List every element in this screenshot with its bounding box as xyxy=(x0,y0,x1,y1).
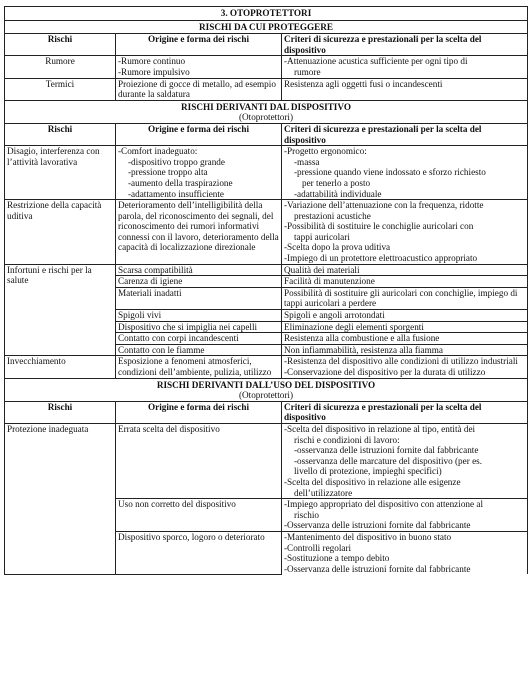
table-row xyxy=(5,423,528,498)
part2-subtitle: (Otoprotettori) xyxy=(238,112,294,123)
table-row xyxy=(5,146,528,200)
criteria-cell: Spigoli e angoli arrotondati xyxy=(282,310,528,322)
risk-cell: Disagio, interferenza con l’attività lavorativa xyxy=(5,146,116,200)
part3-title-cell xyxy=(5,378,528,401)
part2-title: RISCHI DERIVANTI DAL DISPOSITIVO xyxy=(181,101,351,112)
origin-line: -adattamento insufficiente xyxy=(128,188,225,199)
criteria-cell xyxy=(282,423,528,498)
criteria-cell xyxy=(282,146,528,200)
header-row xyxy=(5,401,528,423)
criteria-cell: Resistenza agli oggetti fusi o incandescenti xyxy=(282,78,528,100)
table-row xyxy=(5,200,528,265)
header-rischi: Rischi xyxy=(5,123,116,145)
criteria-line: -Impiego appropriato del dispositivo con attenzione al xyxy=(284,499,484,510)
criteria-line: -Conservazione del dispositivo per la durata di utilizzo xyxy=(284,367,486,377)
origin-cell: Contatto con le fiamme xyxy=(116,344,282,356)
origin-cell xyxy=(116,56,282,78)
criteria-line: -Attenuazione acustica sufficiente per ogni tipo di xyxy=(284,56,468,67)
origin-cell: Contatto con corpi incandescenti xyxy=(116,333,282,345)
origin-cell: Uso non corretto del dispositivo xyxy=(116,499,282,532)
criteria-line: -Osservanza delle istruzioni fornite dal fabbricante xyxy=(284,563,471,574)
criteria-line: -Controlli regolari xyxy=(284,542,352,553)
criteria-line: -pressione quando viene indossato e sforzo richiesto xyxy=(294,167,486,178)
risk-cell: Protezione inadeguata xyxy=(5,423,116,574)
section-title: 3. OTOPROTETTORI xyxy=(5,7,528,21)
origin-line: -Rumore continuo xyxy=(118,56,186,67)
origin-line: -aumento della traspirazione xyxy=(128,177,233,188)
criteria-line: -Mantenimento del dispositivo in buono stato xyxy=(284,531,452,542)
criteria-cell: Qualità dei materiali xyxy=(282,264,528,276)
part1-title: RISCHI DA CUI PROTEGGERE xyxy=(5,20,528,34)
criteria-line: rischi e condizioni di lavoro: xyxy=(294,434,400,445)
origin-cell: Dispositivo che si impiglia nei capelli xyxy=(116,321,282,333)
origin-cell: Proiezione di gocce di metallo, ad esempio durante la saldatura xyxy=(116,78,282,100)
criteria-line: tappi auricolari xyxy=(294,231,350,242)
criteria-cell: Facilità di manutenzione xyxy=(282,276,528,288)
header-criteri: Criteri di sicurezza e prestazionali per la scelta del dispositivo xyxy=(282,401,528,423)
risk-cell: Termici xyxy=(5,78,116,100)
header-row xyxy=(5,123,528,145)
origin-line: -Rumore impulsivo xyxy=(118,66,190,77)
header-origine: Origine e forma dei rischi xyxy=(116,123,282,145)
criteria-cell: Possibilità di sostituire gli auricolari con conchiglie, impiego di tappi auricolari a perdere xyxy=(282,287,528,309)
criteria-line: -Scelta dopo la prova uditiva xyxy=(284,242,391,253)
document xyxy=(4,6,527,575)
origin-cell: Materiali inadatti xyxy=(116,287,282,309)
header-criteri: Criteri di sicurezza e prestazionali per la scelta del dispositivo xyxy=(282,123,528,145)
criteria-cell: Non infiammabilità, resistenza alla fiamma xyxy=(282,344,528,356)
criteria-cell xyxy=(282,356,528,378)
origin-line: -dispositivo troppo grande xyxy=(128,156,225,167)
origin-cell: Esposizione a fenomeni atmosferici, condizioni dell’ambiente, pulizia, utilizzo xyxy=(116,356,282,378)
header-rischi: Rischi xyxy=(5,34,116,56)
origin-line: -Comfort inadeguato: xyxy=(118,146,198,157)
criteria-cell xyxy=(282,56,528,78)
table-row xyxy=(5,78,528,100)
origin-cell: Errata scelta del dispositivo xyxy=(116,423,282,498)
origin-line: -pressione troppo alta xyxy=(128,167,208,178)
table-row xyxy=(5,264,528,276)
part3-subtitle: (Otoprotettori) xyxy=(238,390,294,401)
part2-title-cell xyxy=(5,100,528,123)
table-row xyxy=(5,56,528,78)
header-origine: Origine e forma dei rischi xyxy=(116,34,282,56)
header-origine: Origine e forma dei rischi xyxy=(116,401,282,423)
criteria-cell xyxy=(282,499,528,532)
origin-cell: Spigoli vivi xyxy=(116,310,282,322)
criteria-cell: Eliminazione degli elementi sporgenti xyxy=(282,321,528,333)
criteria-line: per tenerlo a posto xyxy=(302,177,371,188)
otoprotettori-table xyxy=(4,6,528,575)
risk-cell: Infortuni e rischi per la salute xyxy=(5,264,116,356)
part3-title: RISCHI DERIVANTI DALL’USO DEL DISPOSITIVO xyxy=(156,379,376,390)
criteria-line: -Scelta del dispositivo in relazione alle esigenze xyxy=(284,476,461,487)
criteria-line: -Possibilità di sostituire le conchiglie auricolari con xyxy=(284,221,474,232)
criteria-line: dell’utilizzatore xyxy=(294,487,353,498)
criteria-line: rischio xyxy=(294,509,320,520)
risk-cell: Invecchiamento xyxy=(5,356,116,378)
origin-cell: Deterioramento dell’intelligibilità della parola, del riconoscimento dei segnali, del riconoscimento dei rumori informativi connessi con il lavoro, deterioramento della capacità di localizzazione direzionale xyxy=(116,200,282,265)
criteria-cell: Resistenza alla combustione e alla fusione xyxy=(282,333,528,345)
risk-cell: Rumore xyxy=(5,56,116,78)
criteria-line: -Progetto ergonomico: xyxy=(284,146,367,157)
criteria-line: -Osservanza delle istruzioni fornite dal fabbricante xyxy=(284,520,471,531)
risk-cell: Restrizione della capacità uditiva xyxy=(5,200,116,265)
criteria-line: -Sostituzione a tempo debito xyxy=(284,553,390,564)
criteria-line: -Impiego di un protettore elettroacustico appropriato xyxy=(284,253,478,264)
criteria-line: -osservanza delle istruzioni fornite dal fabbricante xyxy=(294,445,479,456)
criteria-line: rumore xyxy=(294,66,321,77)
criteria-line: -massa xyxy=(294,156,320,167)
criteria-line: -adattabilità individuale xyxy=(294,188,382,199)
criteria-line: -Resistenza del dispositivo alle condizioni di utilizzo industriali xyxy=(284,356,518,367)
header-row xyxy=(5,34,528,56)
origin-cell xyxy=(116,146,282,200)
origin-cell: Scarsa compatibilità xyxy=(116,264,282,276)
criteria-line: -osservanza delle marcature del dispositivo (per es. xyxy=(294,455,483,466)
criteria-line: -Variazione dell’attenuazione con la frequenza, ridotte xyxy=(284,200,484,211)
header-rischi: Rischi xyxy=(5,401,116,423)
criteria-line: prestazioni acustiche xyxy=(294,210,371,221)
criteria-cell xyxy=(282,531,528,574)
origin-cell: Dispositivo sporco, logoro o deteriorato xyxy=(116,531,282,574)
criteria-line: livello di protezione, impieghi specifici) xyxy=(294,466,442,477)
header-criteri: Criteri di sicurezza e prestazionali per la scelta del dispositivo xyxy=(282,34,528,56)
criteria-cell xyxy=(282,200,528,265)
origin-cell: Carenza di igiene xyxy=(116,276,282,288)
criteria-line: -Scelta del dispositivo in relazione al tipo, entità dei xyxy=(284,423,476,434)
table-row xyxy=(5,356,528,378)
